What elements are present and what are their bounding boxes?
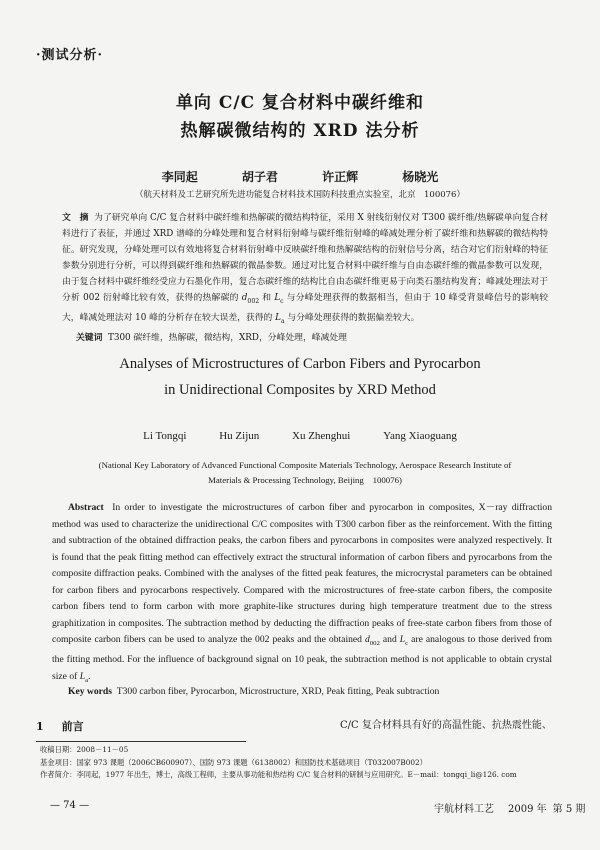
symbol-d: d [241,293,248,303]
title-cn-line2: 热解碳微结构的 XRD 法分析 [180,121,420,141]
keywords-cn [76,330,556,343]
author-en: Xu Zhenghui [292,430,351,442]
keywords-en [52,686,552,697]
title-cn-line1: 单向 C/C 复合材料中碳纤维和 [175,93,425,113]
symbol-l-sub: c [405,639,409,647]
section-number: 1 [36,720,44,733]
symbol-l: L [274,293,281,303]
symbol-la-sub: a [85,676,89,684]
abstract-cn-text: 为了研究单向 C/C 复合材料中碳纤维和热解碳的微结构特征，采用 X 射线衍射仪对 T300 碳纤维/热解碳单向复合材料进行了表征，并通过 XRD 谱峰的分峰处理和复合材料衍射峰与碳纤维衍射峰的峰减处理分析了碳纤维和热解碳的微结构特征。研究发现，分峰处理可以有效地将复合材料衍射峰中反映碳纤维和热解碳结构的衍射信号分离，结合对它们衍射峰的特征参数分别进行分析，可以得到碳纤维和热解碳的微晶参数。通过对比复合材料中碳纤维与自由态碳纤维的微晶参数可以发现，由于复合材料中碳纤维经受应力石墨化作用，复合态碳纤维的结构比自由态碳纤维更易于向类石墨结构发育；峰减处理法对于分析 002 衍射峰比较有效，获得的热解碳的 [62,213,549,303]
journal-year: 2009 年 [508,804,547,815]
abstract-cn-label: 文 摘 [62,213,89,223]
symbol-d-sub: 002 [369,639,380,647]
symbol-la: L [79,670,86,682]
intro-text: C/C 复合材料具有好的高温性能、抗热震性能、 [340,720,552,731]
abstract-cn-mid: 和 [259,293,275,303]
author-en: Yang Xiaoguang [383,430,457,442]
title-en-line1: Analyses of Microstructures of Carbon Fibers and Pyrocarbon [119,356,481,372]
author-cn: 李同起 [161,170,198,184]
title-en-line2: in Unidirectional Composites by XRD Method [164,382,436,398]
symbol-l-sub: c [280,297,284,305]
symbol-la: L [275,312,281,323]
author-cn: 杨晓光 [402,170,439,184]
author-cn: 许正辉 [322,170,359,184]
page-number: — 74 — [50,800,90,811]
symbol-l: L [399,634,406,645]
footnotes [40,744,560,782]
abstract-en-end: . [88,670,91,682]
abstract-en-label: Abstract [68,502,104,513]
keywords-cn-label: 关键词 [76,333,103,343]
section-tag: ·测试分析· [36,48,104,63]
author-cn: 胡子君 [241,170,278,184]
authors-en [0,430,600,442]
keywords-en-label: Key words [68,686,112,697]
symbol-d: d [365,634,370,645]
abstract-cn-end: 与分峰处理获得的数据偏差较大。 [284,312,420,323]
authors-cn [0,168,600,185]
journal-name: 宇航材料工艺 [434,804,494,815]
affiliation-en: (National Key Laboratory of Advanced Functional Composite Materials Technology, Aerospace Research Institute of Materials & Processing Technology, Beijing 100076) [98,460,512,485]
author-en: Li Tongqi [143,430,187,442]
abstract-cn-tail: 与分峰处理获得的数据相当，但由于 10 峰受背景峰信号的影响较大，峰减处理法对 10 峰的分析存在较大误差，获得的 [62,293,549,323]
journal-info [428,800,585,815]
section-heading [36,718,84,734]
author-en: Hu Zijun [219,430,260,442]
abstract-en-mid: and [379,634,400,645]
affiliation-cn: （航天材料及工艺研究所先进功能复合材料技术国防科技重点实验室，北京 100076） [135,190,465,200]
keywords-en-text: T300 carbon fiber, Pyrocarbon, Microstructure, XRD, Peak fitting, Peak subtraction [116,686,440,697]
abstract-cn [62,210,548,330]
abstract-en-tail: are analogous to those derived from the fitting method. For the influence of background signal on 10 peak, the subtraction method is not applicable to obtain crystal size of [52,634,552,682]
keywords-cn-text: T300 碳纤维，热解碳，微结构，XRD，分峰处理，峰减处理 [108,333,347,343]
footnote-fund: 基金项目：国家 973 课题（2006CB600907）、国防 973 课题（6138002）和国防技术基础项目（T032007B002） [40,757,427,767]
section-title: 前言 [61,720,84,733]
footnote-divider [36,741,246,742]
journal-issue: 第 5 期 [552,804,586,815]
symbol-la-sub: a [280,317,285,325]
abstract-en-text: In order to investigate the microstructures of carbon fiber and pyrocarbon in composites, X－ray diffraction method was used to characterize the unidirectional C/C composites with T300 carbon fiber as the reinforcement. With the fitting and subtraction of the obtained diffraction peaks, the carbon fibers and pyrocarbons in composites were analyzed respectively. It is found that the peak fitting method can effectively extract the structural information of carbon fibers and pyrocarbons from the composite diffraction peaks. Combined with the analyses of the fitted peak features, the microcrystal parameters can be obtained for carbon fibers and pyrocarbons respectively. Compared with the microstructures of free-state carbon fibers, the composite carbon fibers tend to form carbon with more graphite-like structures during high temperature treatment due to the stress graphitization in composites. The subtraction method by deducting the diffraction peaks of free-state carbon fibers from those of composite carbon fibers can be used to analyze the 002 peaks and the obtained [52,502,553,645]
symbol-d-sub: 002 [247,297,260,305]
footnote-received: 收稿日期：2008－11－05 [40,745,129,754]
abstract-en [52,500,552,689]
footnote-author: 作者简介：李同起，1977 年出生，博士，高级工程师，主要从事功能和热结构 C/C 复合材料的研制与应用研究。E－mail：tongqi_li@126. com [40,770,517,779]
